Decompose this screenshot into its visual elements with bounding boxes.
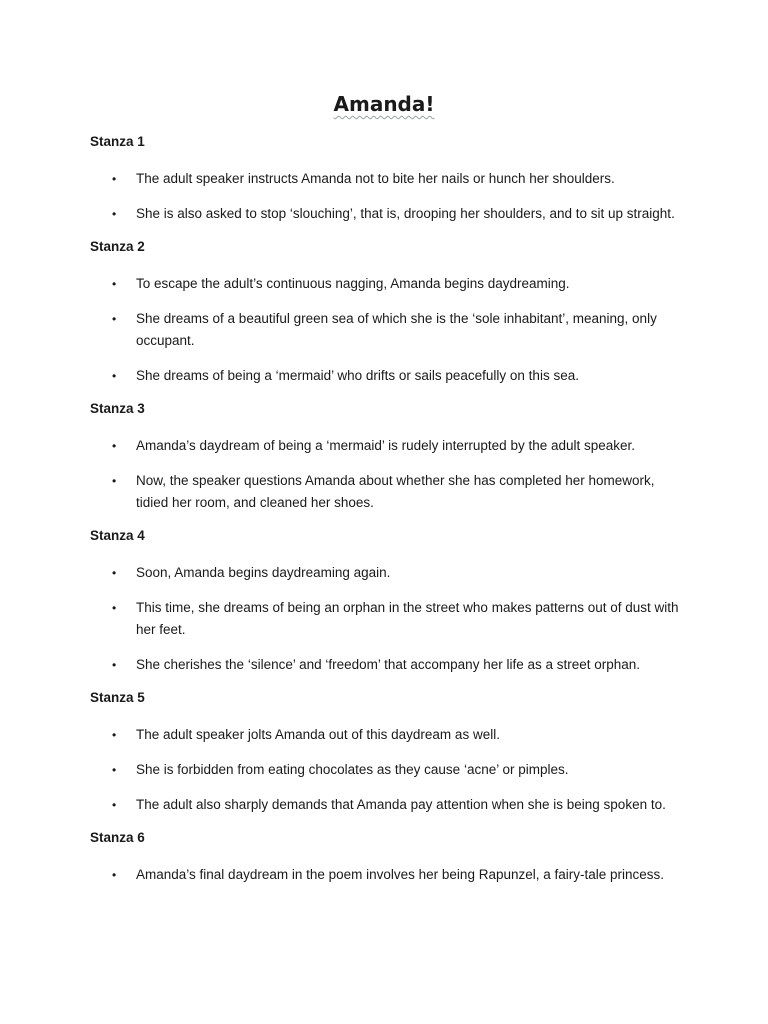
- stanza-heading: Stanza 6: [90, 830, 145, 845]
- stanza-section: [90, 399, 690, 514]
- list-item: [90, 654, 690, 676]
- bullet-icon: •: [112, 798, 117, 812]
- document-body: [90, 132, 690, 898]
- stanza-section: [90, 237, 690, 387]
- list-item: [90, 864, 690, 886]
- bullet-list: [90, 435, 690, 514]
- bullet-icon: •: [112, 868, 117, 882]
- list-item-text: The adult also sharply demands that Amanda pay attention when she is being spoken to.: [136, 797, 666, 812]
- document-title: [0, 90, 768, 118]
- list-item: [90, 759, 690, 781]
- list-item-text: She dreams of being a ‘mermaid’ who drifts or sails peacefully on this sea.: [136, 368, 579, 383]
- list-item-text: To escape the adult’s continuous nagging, Amanda begins daydreaming.: [136, 276, 570, 291]
- stanza-section: [90, 132, 690, 225]
- bullet-icon: •: [112, 172, 117, 186]
- list-item-text: The adult speaker instructs Amanda not to bite her nails or hunch her shoulders.: [136, 171, 615, 186]
- list-item: [90, 203, 690, 225]
- bullet-icon: •: [112, 207, 117, 221]
- bullet-icon: •: [112, 439, 117, 453]
- list-item: [90, 597, 690, 641]
- list-item-text: The adult speaker jolts Amanda out of this daydream as well.: [136, 727, 500, 742]
- list-item-text: Amanda’s daydream of being a ‘mermaid’ is rudely interrupted by the adult speaker.: [136, 438, 636, 453]
- bullet-icon: •: [112, 658, 117, 672]
- bullet-list: [90, 724, 690, 816]
- list-item: [90, 365, 690, 387]
- stanza-heading: Stanza 1: [90, 134, 145, 149]
- list-item-text: She cherishes the ‘silence’ and ‘freedom’ that accompany her life as a street orphan.: [136, 657, 641, 672]
- list-item: [90, 168, 690, 190]
- list-item: [90, 562, 690, 584]
- bullet-icon: •: [112, 566, 117, 580]
- list-item-text: This time, she dreams of being an orphan in the street who makes patterns out of dust with her feet.: [136, 600, 679, 637]
- list-item: [90, 724, 690, 746]
- list-item: [90, 435, 690, 457]
- bullet-list: [90, 168, 690, 225]
- bullet-list: [90, 562, 690, 676]
- list-item-text: She is also asked to stop ‘slouching’, that is, drooping her shoulders, and to sit up straight.: [136, 206, 675, 221]
- list-item: [90, 273, 690, 295]
- stanza-heading: Stanza 5: [90, 690, 145, 705]
- stanza-section: [90, 526, 690, 676]
- stanza-heading: Stanza 4: [90, 528, 145, 543]
- list-item-text: Now, the speaker questions Amanda about whether she has completed her homework, tidied her room, and cleaned her shoes.: [136, 473, 655, 510]
- list-item-text: Amanda’s final daydream in the poem involves her being Rapunzel, a fairy-tale princess.: [136, 867, 665, 882]
- bullet-icon: •: [112, 601, 117, 615]
- bullet-icon: •: [112, 474, 117, 488]
- bullet-icon: •: [112, 763, 117, 777]
- list-item: [90, 470, 690, 514]
- list-item: [90, 794, 690, 816]
- bullet-list: [90, 273, 690, 387]
- bullet-icon: •: [112, 312, 117, 326]
- list-item-text: She is forbidden from eating chocolates as they cause ‘acne’ or pimples.: [136, 762, 569, 777]
- stanza-heading: Stanza 2: [90, 239, 145, 254]
- stanza-section: [90, 688, 690, 816]
- list-item-text: She dreams of a beautiful green sea of which she is the ‘sole inhabitant’, meaning, only occupant.: [136, 311, 657, 348]
- bullet-icon: •: [112, 369, 117, 383]
- bullet-icon: •: [112, 277, 117, 291]
- bullet-list: [90, 864, 690, 886]
- stanza-section: [90, 828, 690, 886]
- bullet-icon: •: [112, 728, 117, 742]
- stanza-heading: Stanza 3: [90, 401, 145, 416]
- title-text: Amanda!: [333, 92, 435, 116]
- list-item: [90, 308, 690, 352]
- list-item-text: Soon, Amanda begins daydreaming again.: [136, 565, 391, 580]
